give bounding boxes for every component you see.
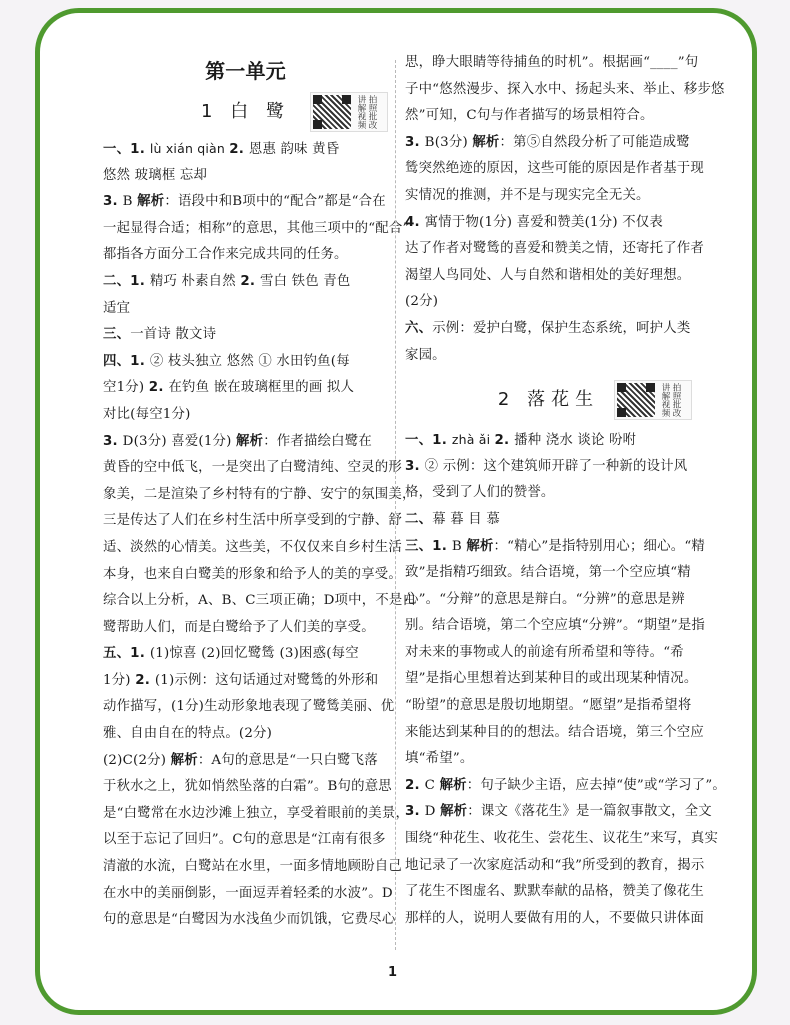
answer-line	[103, 801, 410, 828]
answer-text: “盼望”的意思是殷切地期望。“愿望”是指希望将	[405, 698, 692, 714]
answer-line	[103, 269, 388, 296]
answer-text: ：A句的意思是“一只白鹭飞落	[197, 752, 378, 768]
answer-line	[405, 613, 705, 640]
bold-label: 2.	[135, 672, 155, 688]
answer-line	[405, 210, 692, 237]
answer-text: (1)示例：这句话通过对鹭鸶的外形和	[154, 672, 379, 688]
bold-label: 2.	[494, 433, 515, 449]
answer-text: 致”是指精巧细致。结合语境，第一个空应填“精	[405, 565, 691, 581]
answer-text: 本身，也来自白鹭美的形象和给予人的美的享受。	[103, 566, 402, 582]
bold-label: 二、	[405, 511, 433, 527]
answer-line	[405, 289, 692, 316]
answer-text: 那样的人，说明人要做有用的人，不要做只讲体面	[405, 910, 704, 926]
left-column	[103, 50, 417, 934]
answer-line	[103, 216, 410, 243]
answer-text: B	[122, 194, 138, 210]
answer-line	[103, 668, 388, 695]
bold-label: 解析	[440, 804, 468, 820]
answer-line	[103, 349, 388, 376]
answer-text: 寓情于物(1分) 喜爱和赞美(1分) 不仅表	[424, 214, 663, 230]
answer-line	[103, 189, 388, 216]
qr-badge[interactable]	[614, 380, 692, 420]
answer-text: 是“白鹭常在水边沙滩上独立，享受着眼前的美景，	[103, 805, 410, 821]
answer-line	[103, 163, 388, 190]
bold-label: 三、	[103, 327, 131, 343]
answer-text: 幕 暮 目 慕	[432, 511, 500, 527]
answer-text: 一首诗 散文诗	[130, 327, 217, 343]
answer-text: 三是传达了人们在乡村生活中所享受到的宁静、舒	[103, 513, 402, 529]
answer-line	[103, 375, 388, 402]
bold-label: 解析	[472, 134, 500, 150]
bold-label: 解析	[439, 777, 467, 793]
answer-line	[103, 615, 388, 642]
answer-text: 适、淡然的心情美。这些美，不仅仅来自乡村生活	[103, 539, 402, 555]
answer-line	[103, 774, 392, 801]
answer-text: 达了作者对鹭鸶的喜爱和赞美之情，还寄托了作者	[405, 241, 704, 257]
answer-text: D(3分) 喜爱(1分)	[122, 433, 237, 449]
answer-text: 雪白 铁色 青色	[260, 273, 351, 289]
bold-label: 四、1.	[103, 353, 150, 369]
answer-text: 悠然 玻璃框 忘却	[103, 167, 208, 183]
column-divider	[395, 60, 396, 950]
answer-line	[103, 429, 388, 456]
bold-label: 三、1.	[405, 538, 452, 554]
lesson-2-title: 2 落花生	[497, 389, 600, 411]
answer-text: 心”。“分辩”的意思是辩白。“分辨”的意思是辨	[405, 591, 685, 607]
lesson-2-answers	[405, 427, 726, 932]
answer-line	[405, 693, 692, 720]
answer-line	[405, 587, 692, 614]
answer-line	[103, 296, 388, 323]
answer-text: 地记录了一次家庭活动和“我”所受到的教育，揭示	[405, 857, 705, 873]
answer-text: 围绕“种花生、收花生、尝花生、议花生”来写，真实	[405, 831, 719, 847]
answer-line	[103, 748, 388, 775]
qr-badge[interactable]	[310, 92, 388, 132]
bold-label: 一、1.	[103, 142, 150, 157]
answer-text: 黄昏的空中低飞，一是突出了白鹭清纯、空灵的形	[103, 460, 402, 476]
answer-text: 都指各方面分工合作来完成共同的任务。	[103, 247, 348, 263]
answer-text: ：语段中和B项中的“配合”都是“合在	[164, 194, 386, 210]
bold-label: 解析	[170, 752, 198, 768]
answer-line	[103, 562, 402, 589]
answer-line	[405, 236, 704, 263]
bold-label: 解析	[137, 194, 165, 210]
answer-line	[103, 535, 402, 562]
answer-text: 实情况的推测，并不是与现实完全无关。	[405, 187, 650, 203]
answer-line	[103, 242, 388, 269]
lesson-1-answers-continued	[405, 50, 725, 369]
answer-text: 于秋水之上，犹如悄然坠落的白霜”。B句的意思	[103, 779, 392, 795]
qr-label-video: 讲解视频	[660, 383, 670, 418]
answer-line	[405, 879, 704, 906]
answer-text: 家园。	[405, 347, 446, 363]
answer-text: 在钓鱼 嵌在玻璃框里的画 拟人	[168, 380, 355, 396]
answer-line	[405, 103, 692, 130]
answer-text: ：课文《落花生》是一篇叙事散文，全文	[467, 804, 712, 820]
answer-text: 鸶突然绝迹的原因，这些可能的原因是作者基于现	[405, 161, 704, 177]
answer-text: 子中“悠然漫步、探入水中、扬起头来、举止、移步悠	[405, 81, 725, 97]
bold-label: 一、1.	[405, 433, 452, 449]
bold-label: 4.	[405, 214, 425, 230]
answer-line	[103, 402, 388, 429]
answer-line	[103, 881, 393, 908]
bold-label: 解析	[466, 538, 494, 554]
answer-text: 1分)	[103, 672, 136, 688]
answer-line	[405, 156, 704, 183]
answer-line	[405, 183, 692, 210]
answer-text: 格，受到了人们的赞誉。	[405, 485, 555, 501]
answer-text: 鹭帮助人们，而是白鹭给予了人们美的享受。	[103, 619, 375, 635]
answer-text: 以至于忘记了回归”。C句的意思是“江南有很多	[103, 832, 386, 848]
answer-text: 然”可知，C句与作者描写的场景相符合。	[405, 108, 654, 124]
answer-line	[405, 853, 705, 880]
lesson-1-answers	[103, 136, 417, 934]
answer-line	[405, 640, 692, 667]
answer-line	[405, 316, 692, 343]
bold-label: 3.	[405, 804, 425, 820]
answer-text: (2)C(2分)	[103, 752, 171, 768]
answer-line	[405, 826, 719, 853]
answer-text: 示例：爱护白鹭，保护生态系统，呵护人类	[432, 320, 691, 336]
lesson-2-header	[405, 375, 692, 427]
answer-line	[405, 480, 692, 507]
answer-line	[103, 455, 402, 482]
answer-text: ② 示例：这个建筑师开辟了一种新的设计风	[424, 458, 688, 474]
bold-label: 解析	[236, 433, 264, 449]
answer-text: 雅、自由自在的特点。(2分)	[103, 726, 273, 742]
right-column	[405, 50, 726, 932]
lesson-1-header	[103, 90, 388, 136]
answer-line	[405, 746, 692, 773]
answer-line	[103, 827, 388, 854]
answer-text: 恩惠 韵味 黄昏	[248, 142, 340, 157]
answer-line	[103, 854, 402, 881]
answer-text: ：“精心”是指特别用心；细心。“精	[493, 538, 705, 554]
bold-label: 2.	[229, 142, 249, 157]
answer-line	[405, 773, 726, 800]
answer-line	[103, 907, 396, 934]
answer-line	[103, 641, 388, 668]
answer-line	[405, 130, 692, 157]
answer-line	[405, 666, 698, 693]
answer-line	[405, 343, 692, 370]
qr-label-video: 讲解视频	[356, 95, 366, 129]
unit-title: 第一单元	[205, 59, 286, 83]
qr-code-icon	[313, 95, 351, 129]
answer-text: 播种 浇水 谈论 吩咐	[514, 433, 637, 449]
bold-label: 2.	[240, 273, 260, 289]
answer-line	[103, 322, 388, 349]
answer-text: 在水中的美丽倒影，一面逗弄着轻柔的水波”。D	[103, 885, 393, 901]
answer-line	[103, 136, 388, 163]
answer-text: C	[424, 777, 440, 793]
answer-line	[405, 263, 692, 290]
bold-label: 五、1.	[103, 646, 150, 662]
answer-text: 对未来的事物或人的前途有所希望和等待。“希	[405, 644, 684, 660]
answer-text: 填“希望”。	[405, 751, 474, 767]
answer-line	[103, 588, 417, 615]
answer-line	[103, 694, 395, 721]
answer-text: 一起显得合适；相称”的意思，其他三项中的“配合”	[103, 220, 410, 236]
answer-line	[103, 482, 416, 509]
bold-label: 二、1.	[103, 273, 150, 289]
answer-text: 综合以上分析，A、B、C三项正确；D项中，不是白	[103, 593, 417, 609]
answer-text: B(3分)	[424, 134, 473, 150]
answer-text: 渴望人鸟同处、人与自然和谐相处的美好理想。	[405, 267, 691, 283]
answer-text: ② 枝头独立 悠然 ① 水田钓鱼(每	[149, 353, 350, 369]
answer-text: 象美，二是渲染了乡村特有的宁静、安宁的氛围美，	[103, 486, 416, 502]
answer-text: ：句子缺少主语，应去掉“使”或“学习了”。	[466, 777, 726, 793]
bold-label: 2.	[148, 380, 169, 396]
bold-label: 3.	[103, 433, 123, 449]
qr-code-icon	[617, 383, 655, 417]
page-number: 1	[388, 965, 398, 980]
answer-text: 清澈的水流，白鹭站在水里，一面多情地顾盼自己	[103, 859, 402, 875]
qr-label-photo: 拍照批改	[671, 383, 681, 418]
answer-line	[405, 427, 692, 454]
answer-line	[405, 77, 725, 104]
answer-text: (2分)	[405, 294, 439, 310]
answer-text: 空1分)	[103, 380, 149, 396]
answer-line	[405, 906, 704, 933]
answer-text: 动作描写，(1分)生动形象地表现了鹭鸶美丽、优	[103, 699, 395, 715]
answer-text: 望”是指心里想着达到某种目的或出现某种情况。	[405, 671, 698, 687]
qr-label-photo: 拍照批改	[367, 95, 377, 129]
answer-line	[405, 507, 692, 534]
answer-line	[405, 454, 692, 481]
answer-text: D	[424, 804, 441, 820]
answer-text: B	[451, 538, 467, 554]
answer-text: 适宜	[103, 300, 131, 316]
answer-line	[103, 508, 402, 535]
answer-text: ：作者描绘白鹭在	[263, 433, 372, 449]
answer-text: 精巧 朴素自然	[149, 273, 241, 289]
answer-line	[405, 560, 692, 587]
answer-line	[405, 720, 704, 747]
answer-line	[405, 534, 705, 561]
pinyin-text: zhà ǎi	[451, 432, 495, 448]
answer-text: (1)惊喜 (2)回忆鹭鸶 (3)困惑(每空	[149, 646, 359, 662]
bold-label: 六、	[405, 320, 433, 336]
answer-line	[405, 799, 712, 826]
pinyin-text: lù xián qiàn	[149, 141, 230, 156]
answer-text: 思，睁大眼睛等待捕鱼的时机”。根据画“____”句	[405, 55, 699, 70]
lesson-1-title: 1 白 鹭	[201, 101, 290, 122]
answer-text: 句的意思是“白鹭因为水浅鱼少而饥饿，它费尽心	[103, 912, 396, 928]
answer-text: ：第⑤自然段分析了可能造成鹭	[499, 134, 690, 150]
bold-label: 3.	[405, 458, 425, 474]
answer-line	[103, 721, 388, 748]
bold-label: 3.	[103, 194, 123, 210]
bold-label: 2.	[405, 777, 425, 793]
answer-text: 来能达到某种目的的想法。结合语境，第三个空应	[405, 724, 704, 740]
answer-line	[405, 50, 699, 77]
answer-text: 了花生不图虚名、默默奉献的品格，赞美了像花生	[405, 884, 704, 900]
bold-label: 3.	[405, 134, 425, 150]
answer-text: 别。结合语境，第二个空应填“分辨”。“期望”是指	[405, 618, 705, 634]
answer-text: 对比(每空1分)	[103, 406, 191, 422]
